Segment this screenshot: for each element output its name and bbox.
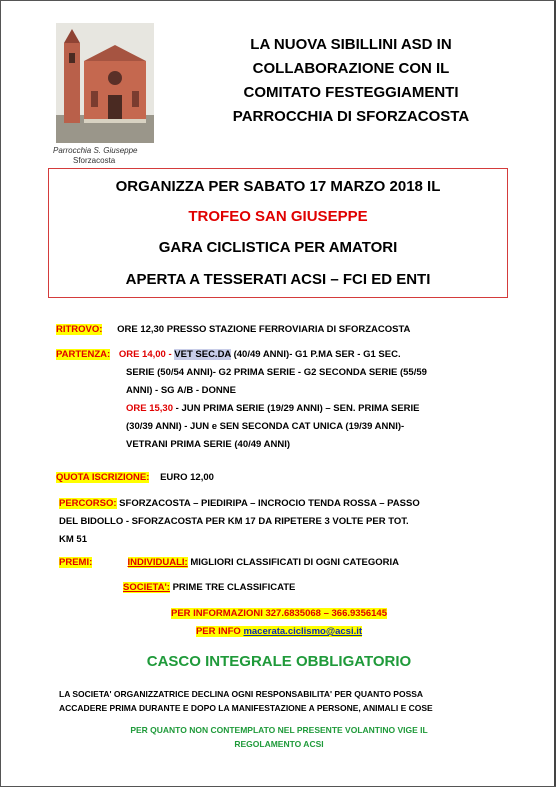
partenza-time-2: ORE 15,30	[126, 403, 173, 414]
ritrovo-section	[56, 321, 410, 339]
societa-section	[123, 579, 295, 597]
partenza-text-2b: (30/39 ANNI) - JUN e SEN SECONDA CAT UNICA (19/39 ANNI)-	[126, 421, 405, 432]
quota-text: EURO 12,00	[160, 472, 214, 483]
percorso-section	[59, 495, 519, 549]
partenza-text-1a: (40/49 ANNI)- G1 P.MA SER - G1 SEC.	[230, 349, 401, 360]
footer-line-2: REGOLAMENTO ACSI	[234, 739, 324, 749]
percorso-text-c: KM 51	[59, 534, 87, 545]
caption-line-1: Parrocchia S. Giuseppe	[53, 146, 138, 155]
partenza-section	[56, 346, 516, 454]
info-section	[1, 605, 557, 641]
disclaimer-line-2: ACCADERE PRIMA DURANTE E DOPO LA MANIFESTAZIONE A PERSONE, ANIMALI E COSE	[59, 703, 433, 713]
footer-note	[1, 723, 557, 751]
disclaimer	[59, 687, 509, 715]
societa-label: SOCIETA':	[123, 582, 170, 593]
partenza-text-1b: SERIE (50/54 ANNI)- G2 PRIMA SERIE - G2 SECONDA SERIE (55/59	[126, 367, 427, 378]
title-line-2: COLLABORAZIONE CON IL	[252, 60, 450, 77]
partenza-text-2a: - JUN PRIMA SERIE (19/29 ANNI) – SEN. PRIMA SERIE	[173, 403, 420, 414]
title-line-3: COMITATO FESTEGGIAMENTI	[243, 84, 459, 101]
event-date-line: ORGANIZZA PER SABATO 17 MARZO 2018 IL	[115, 178, 441, 195]
quota-label: QUOTA ISCRIZIONE:	[56, 472, 150, 483]
societa-text: PRIME TRE CLASSIFICATE	[169, 582, 296, 593]
percorso-label: PERCORSO:	[59, 498, 117, 509]
church-photo	[56, 23, 154, 143]
info-label: PER INFO	[195, 626, 244, 637]
partenza-time-1: ORE 14,00	[118, 349, 166, 360]
individuali-text: MIGLIORI CLASSIFICATI DI OGNI CATEGORIA	[187, 557, 399, 568]
percorso-text-a: SFORZACOSTA – PIEDIRIPA – INCROCIO TENDA ROSSA – PASSO	[116, 498, 420, 509]
partenza-label: PARTENZA:	[56, 349, 111, 360]
selected-text[interactable]: VET SEC.DA	[174, 349, 231, 360]
quota-section	[56, 469, 214, 487]
eligibility-line: APERTA A TESSERATI ACSI – FCI ED ENTI	[125, 271, 431, 288]
premi-label: PREMI:	[59, 557, 93, 568]
premi-section	[59, 554, 399, 572]
ritrovo-label: RITROVO:	[56, 324, 103, 335]
title-line-1: LA NUOVA SIBILLINI ASD IN	[250, 36, 452, 53]
ritrovo-text: ORE 12,30 PRESSO STAZIONE FERROVIARIA DI SFORZACOSTA	[117, 324, 411, 335]
email-link[interactable]: macerata.ciclismo@acsi.it	[243, 626, 363, 637]
disclaimer-line-1: LA SOCIETA' ORGANIZZATRICE DECLINA OGNI RESPONSABILITA' PER QUANTO POSSA	[59, 689, 424, 699]
partenza-sep: -	[165, 349, 175, 360]
percorso-text-b: DEL BIDOLLO - SFORZACOSTA PER KM 17 DA RIPETERE 3 VOLTE PER TOT.	[59, 516, 409, 527]
partenza-text-1c: ANNI) - SG A/B - DONNE	[126, 385, 236, 396]
photo-caption	[53, 146, 173, 166]
partenza-text-2c: VETRANI PRIMA SERIE (40/49 ANNI)	[126, 439, 290, 450]
info-phone-line: PER INFORMAZIONI 327.6835068 – 366.9356145	[171, 608, 387, 619]
title-line-4: PARROCCHIA DI SFORZACOSTA	[232, 108, 470, 125]
trophy-name: TROFEO SAN GIUSEPPE	[188, 208, 368, 225]
individuali-label: INDIVIDUALI:	[127, 557, 188, 568]
race-type: GARA CICLISTICA PER AMATORI	[158, 239, 398, 256]
caption-line-2: Sforzacosta	[73, 156, 116, 165]
event-announcement-box	[48, 168, 508, 298]
footer-line-1: PER QUANTO NON CONTEMPLATO NEL PRESENTE VOLANTINO VIGE IL	[130, 725, 428, 735]
organizer-title	[191, 33, 511, 129]
helmet-notice: CASCO INTEGRALE OBBLIGATORIO	[146, 653, 412, 670]
